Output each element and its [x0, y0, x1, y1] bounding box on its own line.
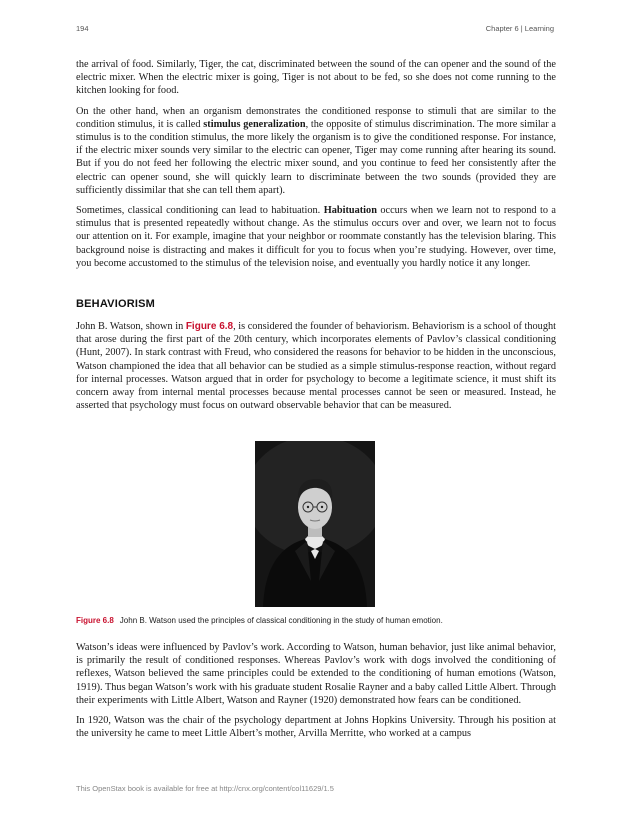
paragraph: Sometimes, classical conditioning can lead to habituation. Habituation occurs when we learn not to respond to a stimulus that is presented repeatedly without change. As the stimulus occurs over and over, we learn not to focus our attention on it. For example, imagine that your neighbor or roommate constantly has the television blaring. This background noise is distracting and makes it difficult for you to focus when you’re studying. However, over time, you become accustomed to the stimulus of the television noise, and eventually you hardly notice it any longer.	[76, 205, 556, 269]
key-term: stimulus generalization	[203, 118, 306, 130]
figure-link[interactable]: Figure 6.8	[185, 321, 234, 332]
caption-text: John B. Watson used the principles of classical conditioning in the study of human emotion.	[119, 616, 443, 625]
body-text-bottom	[76, 641, 556, 747]
paragraph: the arrival of food. Similarly, Tiger, the cat, discriminated between the sound of the can opener and the sound of the electric mixer. When the electric mixer is going, Tiger is not about to be fed, so she does not come running to the kitchen looking for food.	[76, 59, 556, 97]
page-footer: This OpenStax book is available for free at http://cnx.org/content/col11629/1.5	[76, 784, 334, 793]
key-term: Habituation	[323, 205, 377, 217]
portrait-illustration	[255, 441, 375, 607]
running-header: Chapter 6 | Learning	[485, 24, 554, 33]
figure-caption	[76, 616, 556, 625]
body-text-top	[76, 58, 556, 277]
section-heading: BEHAVIORISM	[76, 298, 156, 310]
paragraph: Watson’s ideas were influenced by Pavlov’s work. According to Watson, human behavior, just like animal behavior, is primarily the result of conditioned responses. Whereas Pavlov’s work with dogs involved the conditioning of reflexes, Watson believed the same principles could be extended to the conditioning of human emotions (Watson, 1919). Thus began Watson’s work with his graduate student Rosalie Rayner and a baby called Little Albert. Through their experiments with Little Albert, Watson and Rayner (1920) demonstrated how fears can be conditioned.	[76, 642, 556, 706]
body-text-behaviorism	[76, 320, 556, 419]
figure-label: Figure 6.8	[76, 616, 114, 625]
page-number: 194	[76, 24, 89, 33]
paragraph: In 1920, Watson was the chair of the psychology department at Johns Hopkins University. Through his position at the university he came to meet Little Albert’s mother, Arvilla Merritte, who worked at a campus	[76, 715, 556, 740]
portrait-photo	[255, 441, 375, 607]
paragraph: John B. Watson, shown in Figure 6.8, is considered the founder of behaviorism. Behaviorism is a school of thought that arose during the first part of the 20th century, which incorporates elements of Pavlov’s classical conditioning (Hunt, 2007). In stark contrast with Freud, who considered the reasons for behavior to be hidden in the unconscious, Watson championed the idea that all behavior can be studied as a simple stimulus-response reaction, without regard for internal processes. Watson argued that in order for psychology to become a legitimate science, it must shift its concern away from internal mental processes because mental processes cannot be seen or measured. Instead, he asserted that psychology must focus on outward observable behavior that can be measured.	[76, 321, 556, 412]
paragraph: On the other hand, when an organism demonstrates the conditioned response to stimuli that are similar to the condition stimulus, it is called stimulus generalization, the opposite of stimulus discrimination. The more similar a stimulus is to the condition stimulus, the more likely the organism is to give the conditioned response. For instance, if the electric mixer sounds very similar to the electric can opener, Tiger may come running after hearing its sound. But if you do not feed her following the electric mixer sound, and you continue to feed her consistently after the electric can opener sound, she will quickly learn to discriminate between the two sounds (provided they are sufficiently dissimilar that she can tell them apart).	[76, 105, 557, 196]
